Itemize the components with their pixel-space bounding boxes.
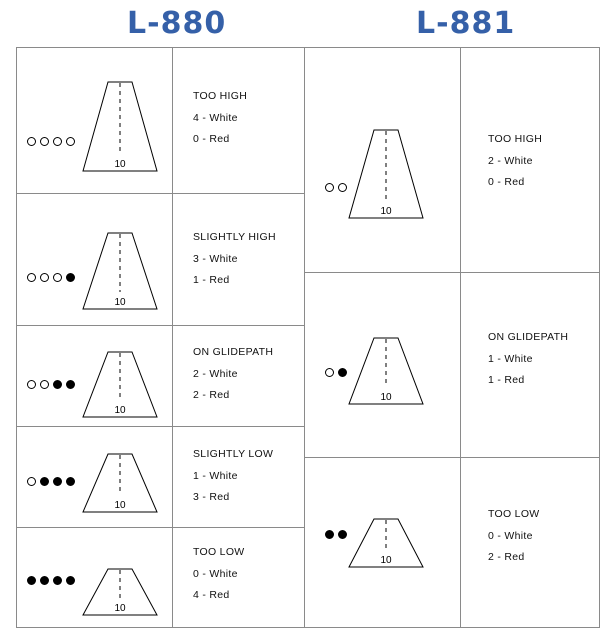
status-label (193, 227, 276, 292)
white-light-indicator (27, 137, 36, 146)
status-label (488, 327, 568, 392)
papi-lights (325, 530, 347, 539)
papi-lights (27, 576, 75, 585)
red-count: 3 - Red (193, 491, 230, 503)
status-text: TOO HIGH (193, 90, 248, 102)
runway-icon (80, 453, 160, 514)
white-count: 2 - White (193, 367, 238, 380)
white-light-indicator (27, 273, 36, 282)
red-count: 0 - Red (488, 176, 525, 188)
grid-top-border (16, 47, 600, 48)
white-light-indicator (325, 183, 334, 192)
papi-lights (27, 137, 75, 146)
grid-vline (172, 47, 173, 628)
white-count: 1 - White (193, 469, 238, 482)
white-light-indicator (27, 477, 36, 486)
runway-number: 10 (380, 555, 392, 566)
runway-number: 10 (114, 405, 126, 416)
red-count: 0 - Red (193, 133, 230, 145)
grid-bottom-border (16, 627, 600, 628)
red-count: 1 - Red (193, 274, 230, 286)
runway-icon (346, 337, 426, 406)
runway-icon (346, 518, 426, 569)
grid-vline (599, 47, 600, 628)
white-count: 1 - White (488, 352, 533, 365)
white-count: 4 - White (193, 111, 238, 124)
white-light-indicator (325, 368, 334, 377)
status-label (193, 444, 273, 509)
runway-number: 10 (380, 206, 392, 217)
red-count: 2 - Red (488, 551, 525, 563)
grid-vline (460, 47, 461, 628)
red-light-indicator (66, 273, 75, 282)
red-light-indicator (27, 576, 36, 585)
papi-lights (27, 477, 75, 486)
red-count: 1 - Red (488, 374, 525, 386)
runway-icon (80, 232, 160, 311)
red-light-indicator (40, 477, 49, 486)
grid-vline (16, 47, 17, 628)
runway-icon (346, 129, 426, 220)
white-light-indicator (338, 183, 347, 192)
red-count: 2 - Red (193, 389, 230, 401)
status-label (193, 342, 273, 407)
status-text: ON GLIDEPATH (488, 331, 569, 343)
grid-row-divider (16, 527, 304, 528)
runway-number: 10 (380, 392, 392, 403)
grid-vline (304, 47, 305, 628)
papi-lights (27, 273, 75, 282)
white-light-indicator (66, 137, 75, 146)
status-label (488, 504, 540, 569)
grid-row-divider (16, 325, 304, 326)
status-text: SLIGHTLY HIGH (193, 231, 276, 243)
runway-icon (80, 568, 160, 617)
status-label (488, 129, 542, 194)
grid-row-divider (16, 193, 304, 194)
papi-lights (325, 183, 347, 192)
papi-lights (27, 380, 75, 389)
red-light-indicator (40, 576, 49, 585)
white-light-indicator (40, 273, 49, 282)
status-label (193, 86, 247, 151)
red-count: 4 - Red (193, 589, 230, 601)
grid-row-divider (304, 457, 599, 458)
status-text: TOO LOW (488, 508, 540, 520)
title-l881: L-881 (416, 6, 516, 41)
red-light-indicator (66, 477, 75, 486)
red-light-indicator (53, 576, 62, 585)
red-light-indicator (53, 477, 62, 486)
runway-number: 10 (114, 603, 126, 614)
white-count: 0 - White (193, 567, 238, 580)
white-count: 3 - White (193, 252, 238, 265)
status-text: TOO HIGH (488, 133, 543, 145)
white-count: 2 - White (488, 154, 533, 167)
white-light-indicator (40, 380, 49, 389)
status-text: ON GLIDEPATH (193, 346, 274, 358)
status-text: TOO LOW (193, 546, 245, 558)
red-light-indicator (66, 380, 75, 389)
status-text: SLIGHTLY LOW (193, 448, 274, 460)
runway-icon (80, 351, 160, 419)
red-light-indicator (53, 380, 62, 389)
runway-number: 10 (114, 500, 126, 511)
white-light-indicator (53, 273, 62, 282)
papi-lights (325, 368, 347, 377)
white-light-indicator (27, 380, 36, 389)
runway-number: 10 (114, 159, 126, 170)
white-count: 0 - White (488, 529, 533, 542)
grid-row-divider (16, 426, 304, 427)
red-light-indicator (338, 530, 347, 539)
runway-number: 10 (114, 297, 126, 308)
red-light-indicator (325, 530, 334, 539)
white-light-indicator (53, 137, 62, 146)
status-label (193, 542, 245, 607)
grid-row-divider (304, 272, 599, 273)
runway-icon (80, 81, 160, 173)
red-light-indicator (66, 576, 75, 585)
red-light-indicator (338, 368, 347, 377)
white-light-indicator (40, 137, 49, 146)
title-l880: L-880 (127, 6, 227, 41)
